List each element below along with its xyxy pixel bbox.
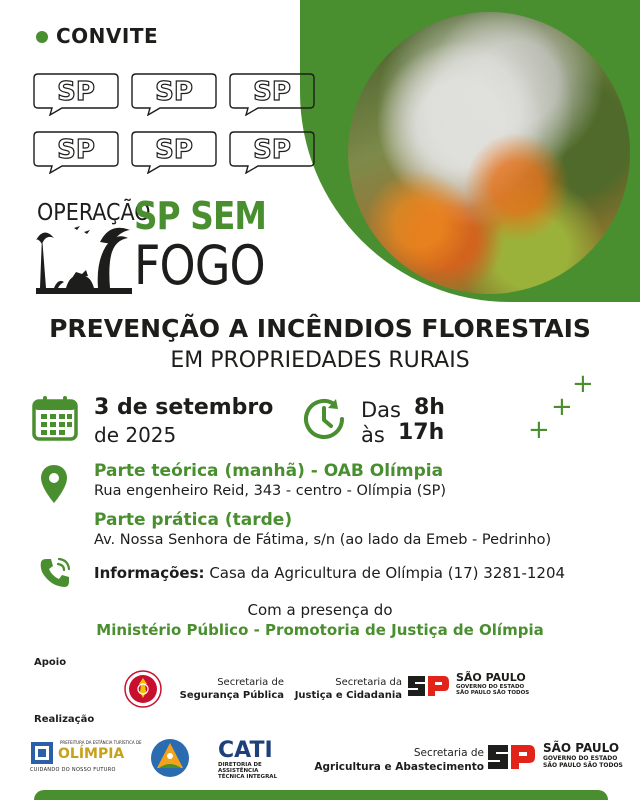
sp-bubble-icon [32, 128, 120, 174]
location-pin-icon [40, 464, 68, 504]
seg-pub-line2: Segurança Pública [179, 690, 284, 701]
event-date-line-2: de 2025 [94, 423, 177, 447]
teorica-address: Rua engenheiro Reid, 343 - centro - Olímpia (SP) [94, 483, 447, 499]
sp-gov-sub1: GOVERNO DO ESTADO [456, 684, 525, 690]
photo-fire-layer [348, 12, 630, 294]
sp-government-mark-icon [486, 742, 536, 772]
svg-text:SP: SP [155, 77, 193, 107]
agricultura-abastecimento-logo [300, 746, 484, 774]
logo-sp-sem-text: SP SEM [134, 194, 267, 238]
apoio-label: Apoio [34, 657, 67, 668]
olimpia-emblem-icon [30, 741, 54, 765]
seg-pub-line1: Secretaria de [217, 677, 284, 688]
justica-cidadania-logo [290, 676, 402, 702]
event-date-line-1: 3 de setembro [94, 395, 274, 420]
convite-label: CONVITE [56, 24, 159, 48]
cati-logo-text: CATI [218, 738, 273, 763]
sp-bubble-icon [32, 70, 120, 116]
sp-government-logo [543, 742, 623, 769]
sp-gov-title: SÃO PAULO [456, 671, 526, 684]
pratica-title: Parte prática (tarde) [94, 510, 293, 530]
teorica-title: Parte teórica (manhã) - OAB Olímpia [94, 461, 444, 481]
sp-gov-sub2: SÃO PAULO SÃO TODOS [456, 690, 530, 696]
sp-government-mark-icon [406, 673, 450, 699]
sp-gov-sub2: SÃO PAULO SÃO TODOS [543, 762, 623, 769]
plus-icon: + [572, 369, 594, 399]
logo-fogo-text: FOGO [134, 234, 265, 297]
time-das-label: Das [361, 398, 401, 422]
cati-sub-line2: TÉCNICA INTEGRAL [218, 774, 278, 780]
jungle-silhouette-icon [36, 222, 132, 294]
info-text: Casa da Agricultura de Olímpia (17) 3281-1204 [209, 564, 566, 582]
headline-line-2: EM PROPRIEDADES RURAIS [170, 348, 470, 373]
plus-icon: + [551, 392, 573, 422]
sp-bubble-icon [228, 70, 316, 116]
bottom-green-bar [34, 790, 608, 800]
cati-sub-line1: DIRETORIA DE ASSISTÊNCIA [218, 762, 262, 774]
pratica-address: Av. Nossa Senhora de Fátima, s/n (ao lado da Emeb - Pedrinho) [94, 532, 552, 548]
phone-icon [38, 556, 72, 590]
fire-department-emblem-icon [124, 670, 162, 708]
calendar-icon [32, 395, 78, 441]
olimpia-title: OLÍMPIA [58, 746, 125, 762]
plus-icon: + [528, 415, 550, 445]
realizacao-label: Realização [34, 714, 95, 725]
headline-line-1: PREVENÇÃO A INCÊNDIOS FLORESTAIS [49, 314, 591, 343]
convite-bullet [36, 31, 48, 43]
casa-agricultura-emblem-icon [150, 738, 190, 778]
sp-bubble-icon [130, 70, 218, 116]
just-line1: Secretaria da [335, 677, 402, 688]
clock-icon [300, 395, 348, 443]
sp-gov-title: SÃO PAULO [543, 741, 620, 755]
sp-government-logo [456, 672, 529, 696]
agri-line2: Agricultura e Abastecimento [314, 761, 484, 773]
svg-text:SP: SP [155, 135, 193, 165]
sp-bubble-icon [228, 128, 316, 174]
sp-bubble-icon [130, 128, 218, 174]
presence-line-2: Ministério Público - Promotoria de Justiça de Olímpia [96, 621, 544, 639]
logo-operacao-text: OPERAÇÃO [37, 200, 151, 226]
olimpia-top-text: PREFEITURA DA ESTÂNCIA TURÍSTICA DE [60, 740, 142, 745]
time-start: 8h [414, 395, 445, 420]
presence-line-1: Com a presença do [247, 601, 393, 619]
cati-subtitle [218, 762, 298, 780]
olimpia-subtitle: CUIDANDO DO NOSSO FUTURO [30, 767, 116, 773]
sp-bubble-grid [32, 70, 317, 176]
info-line [94, 564, 565, 582]
agri-line1: Secretaria de [413, 747, 484, 759]
svg-text:SP: SP [253, 77, 291, 107]
sp-gov-sub1: GOVERNO DO ESTADO [543, 755, 618, 762]
svg-text:SP: SP [57, 77, 95, 107]
svg-text:SP: SP [253, 135, 291, 165]
time-as-label: às [361, 423, 385, 447]
just-line2: Justiça e Cidadania [294, 690, 402, 701]
seguranca-publica-logo [168, 676, 284, 702]
time-end: 17h [398, 420, 445, 445]
info-label: Informações: [94, 564, 205, 582]
forest-fire-photo [348, 12, 630, 294]
svg-text:SP: SP [57, 135, 95, 165]
